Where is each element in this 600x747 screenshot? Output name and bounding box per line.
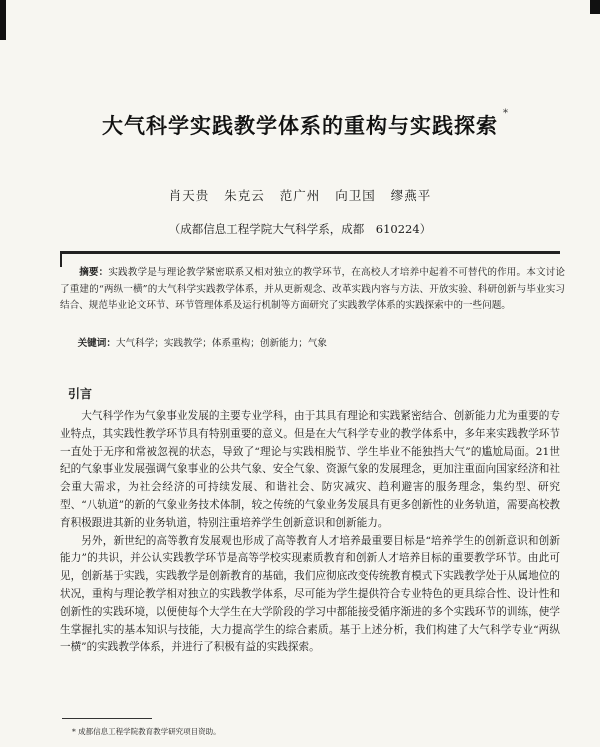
scan-artifact-top-left [0, 0, 6, 40]
body-paragraph: 另外，新世纪的高等教育发展观也形成了高等教育人才培养最重要目标是“培养学生的创新意识和创新能力”的共识，并公认实践教学环节是高等学校实现素质教育和创新人才培养目标的重要教学环节。由此可见，创新基于实践，实践教学是创新教育的基础，我们应彻底改变传统教育模式下实践教学处于从属地位的状况，重构与理论教学相对独立的实践教学体系，尽可能为学生提供符合专业特色的更具综合性、设计性和创新性的实践环境，以便使每个大学生在大学阶段的学习中都能接受循序渐进的多个实践环节的训练，使学生掌握扎实的基本知识与技能，大力提高学生的综合素质。基于上述分析，我们构建了大气科学专业“两纵一横”的实践教学体系，并进行了积极有益的实践探索。 [60, 534, 560, 654]
author-name: 缪燕平 [390, 188, 432, 203]
keywords-text: 大气科学；实践教学；体系重构；创新能力；气象 [115, 338, 328, 349]
scan-artifact-top-right [590, 0, 600, 14]
footnote: * 成都信息工程学院教育教学研究项目资助。 [72, 727, 221, 736]
author-name: 肖天贵 [168, 188, 210, 203]
abstract-label: 摘要： [79, 267, 109, 278]
section-heading-introduction: 引言 [68, 387, 93, 401]
article-title: 大气科学实践教学体系的重构与实践探索 [102, 114, 498, 138]
keywords-label: 关键词： [77, 338, 116, 349]
title-footnote-mark: * [503, 108, 508, 119]
footnote-rule [62, 718, 152, 719]
author-name: 朱克云 [224, 188, 265, 203]
abstract [60, 265, 565, 315]
affiliation: （成都信息工程学院大气科学系，成都 610224） [168, 222, 432, 236]
abstract-top-rule [60, 251, 560, 254]
author-name: 向卫国 [335, 188, 376, 203]
keywords [68, 336, 558, 352]
body-paragraph: 大气科学作为气象事业发展的主要专业学科，由于其具有理论和实践紧密结合、创新能力尤为重要的专业特点，其实践性教学环节具有特别重要的意义。但是在大气科学专业的教学体系中，多年来实践教学环节一直处于无序和常被忽视的状态，导致了“理论与实践相脱节、学生毕业不能独挡大气”的尴尬局面。21世纪的气象事业发展强调气象事业的公共气象、安全气象、资源气象的发展理念，更加注重面向国家经济和社会重大需求，为社会经济的可持续发展、和谐社会、防灾减灾、趋利避害的服务理念，集约型、研究型、“八轨道”的新的气象业务技术体制，较之传统的气象业务发展具有更多创新性的业务轨道，需要高校教育积极跟进其新的业务轨道，特别注重培养学生创新意识和创新能力。 [60, 410, 560, 529]
author-list [80, 186, 520, 204]
body-text [60, 408, 560, 657]
abstract-text: 实践教学是与理论教学紧密联系又相对独立的教学环节，在高校人才培养中起着不可替代的作用。本文讨论了重建的“两纵一横”的大气科学实践教学体系，并从更新观念、改革实践内容与方法、开放实验、科研创新与毕业实习结合、规范毕业论文环节、环节管理体系及运行机制等方面研究了实践教学体系的实践探索中的一些问题。 [60, 267, 565, 311]
author-name: 范广州 [279, 188, 321, 203]
